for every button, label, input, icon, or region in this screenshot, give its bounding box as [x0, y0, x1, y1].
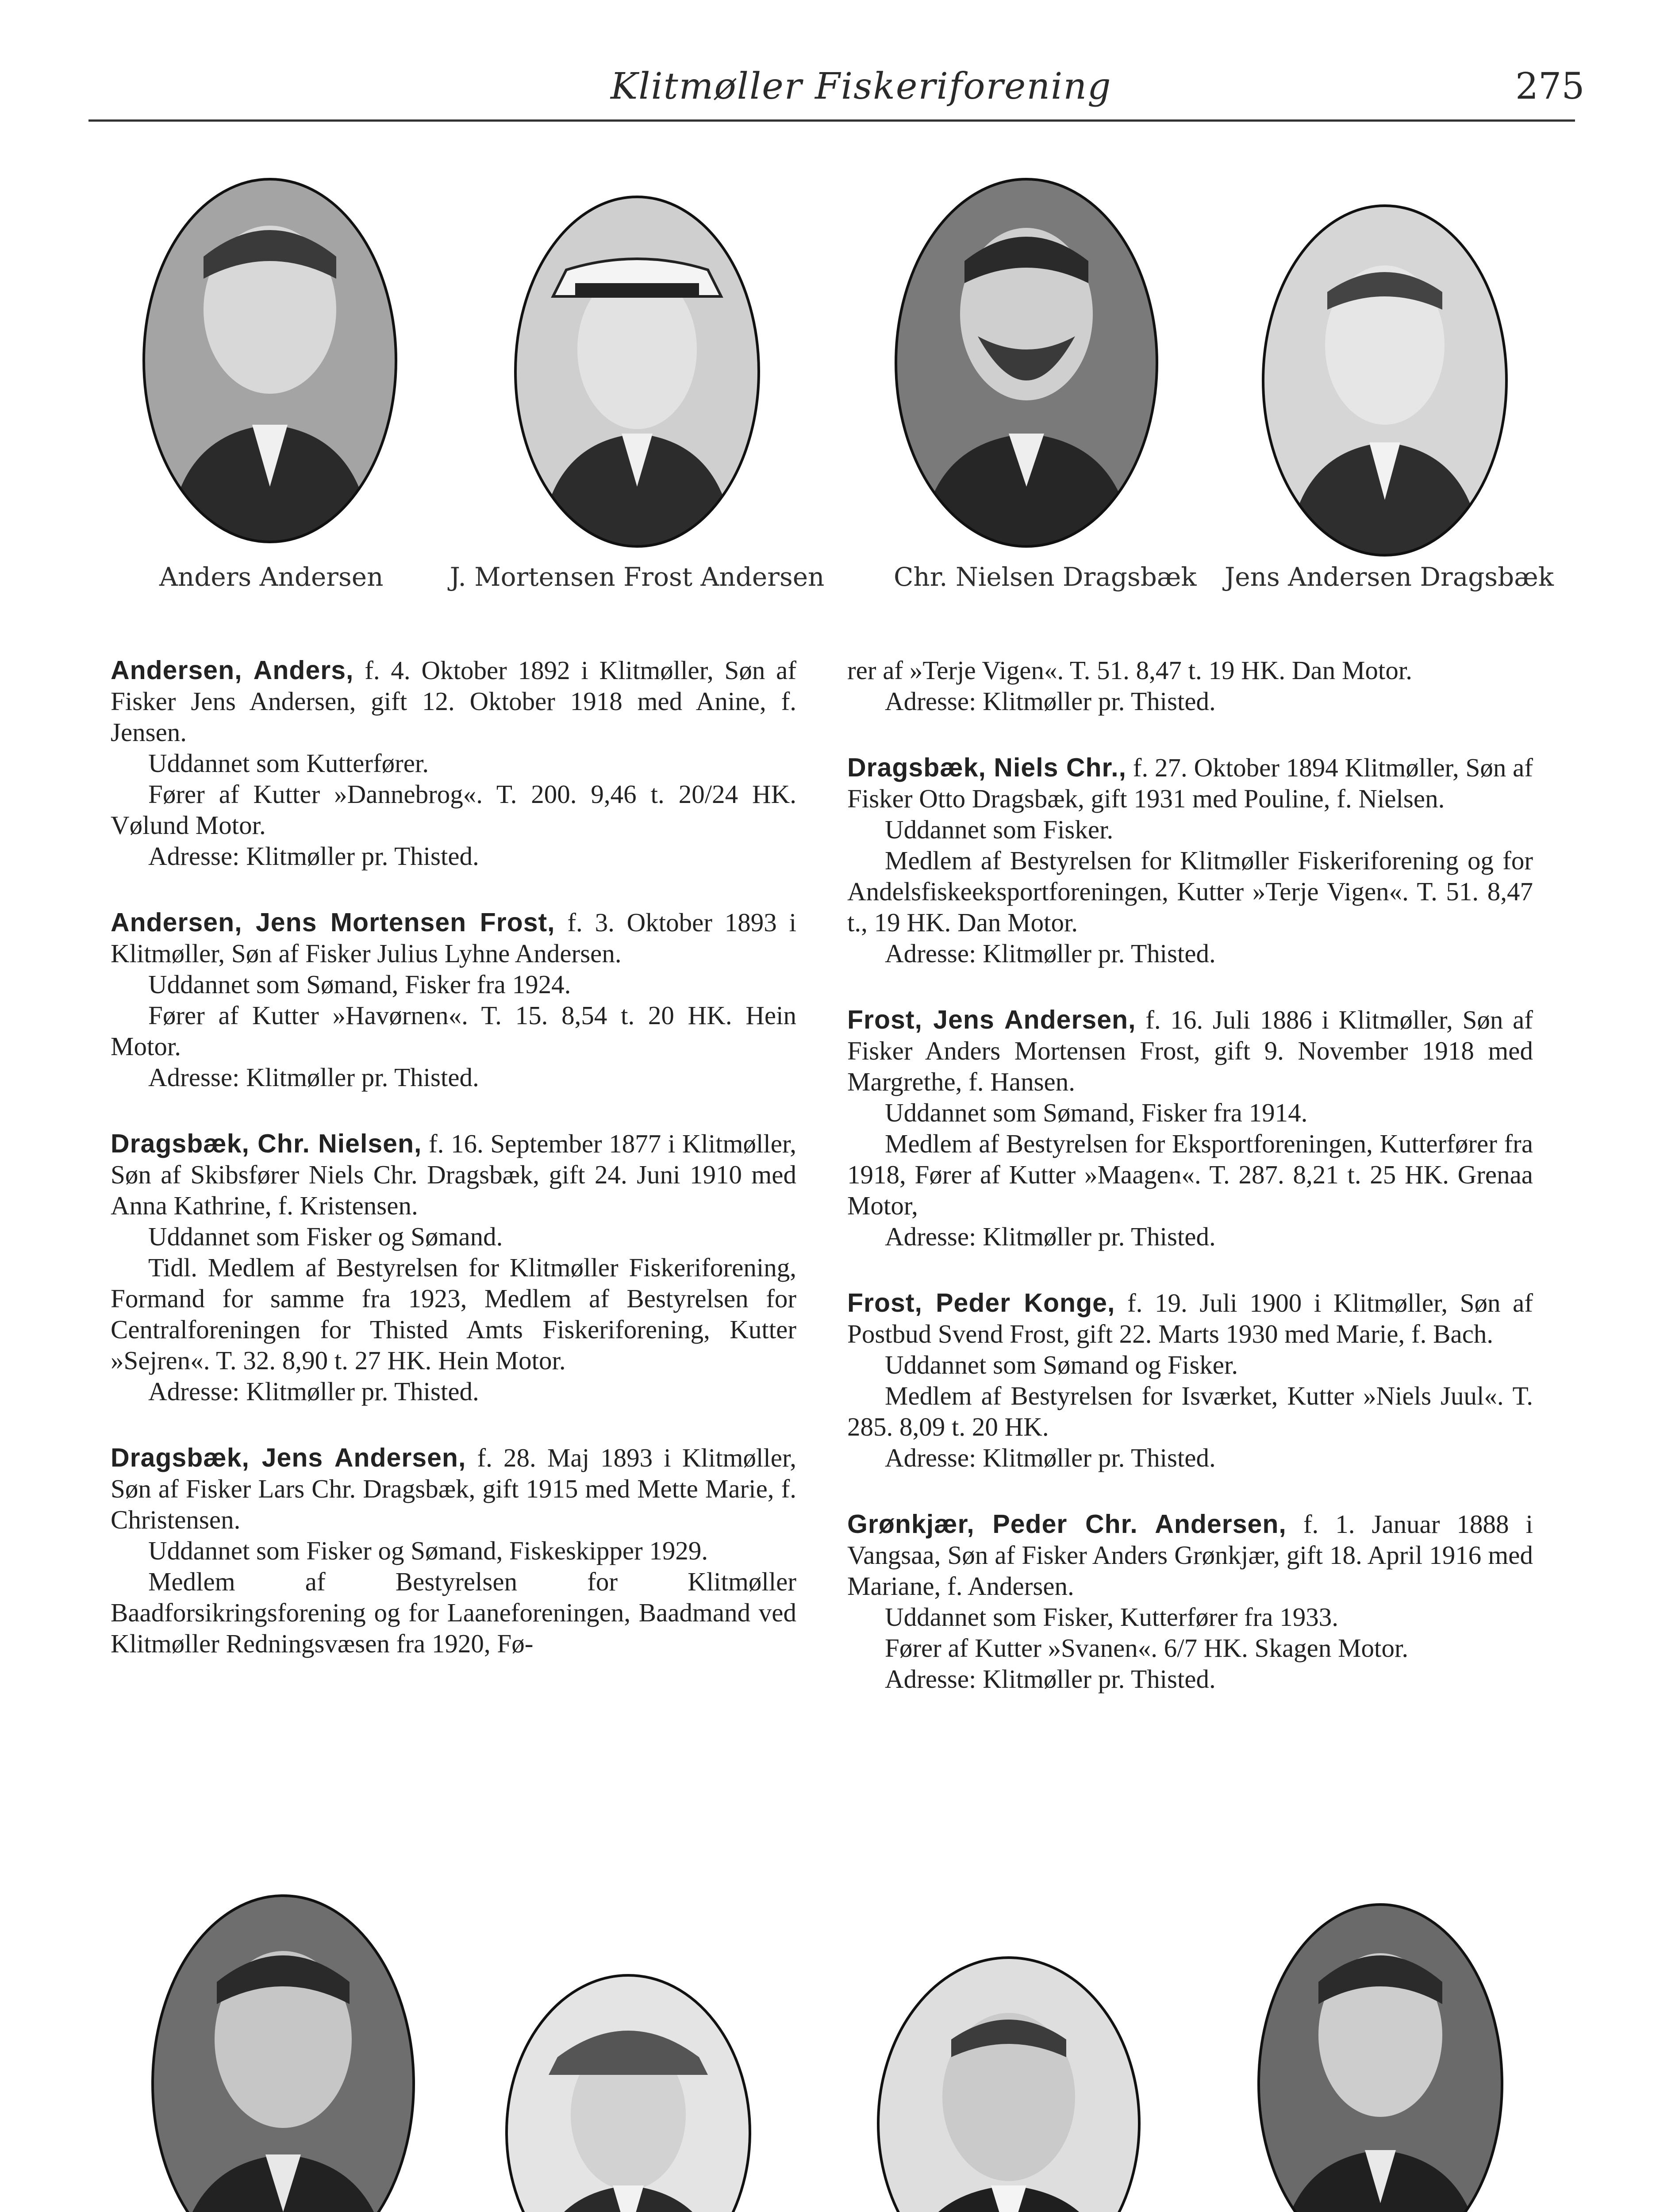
entry-line: Medlem af Bestyrelsen for Eksportforeningen, Kutterfører fra 1918, Fører af Kutter »Maagen«. T. 287. 8,21 t. 25 HK. Grenaa Motor,	[847, 1129, 1533, 1220]
biography-entry	[847, 1509, 1533, 1694]
biography-entry-continuation	[847, 655, 1533, 717]
entry-intro: f. 1. Januar 1888 i Vangsaa, Søn af Fisker Anders Grønkjær, gift 18. April 1916 med Mariane, f. Andersen.	[847, 1509, 1533, 1601]
entry-name: Dragsbæk, Niels Chr.,	[847, 753, 1126, 782]
entry-line: Uddannet som Fisker, Kutterfører fra 1933.	[885, 1602, 1338, 1632]
entry-address: Adresse: Klitmøller pr. Thisted.	[148, 841, 479, 871]
entry-address: Adresse: Klitmøller pr. Thisted.	[885, 1222, 1216, 1251]
entry-name: Dragsbæk, Chr. Nielsen,	[111, 1129, 422, 1158]
entry-line: Tidl. Medlem af Bestyrelsen for Klitmøller Fiskeriforening, Formand for samme fra 1923, Medlem af Bestyrelsen for Centralforeningen for Thisted Amts Fiskeriforening, Kutter »Sejren«. T. 32. 8,90 t. 27 HK. Hein Motor.	[111, 1253, 796, 1375]
entry-continuation: rer af »Terje Vigen«. T. 51. 8,47 t. 19 HK. Dan Motor.	[847, 656, 1412, 685]
entry-name: Frost, Jens Andersen,	[847, 1005, 1136, 1034]
portrait-photo-icon	[150, 1893, 416, 2212]
text-column-left	[111, 655, 796, 1694]
biography-entry	[111, 907, 796, 1093]
entry-line: Uddannet som Sømand, Fisker fra 1914.	[885, 1098, 1308, 1127]
entry-line: Uddannet som Fisker og Sømand.	[148, 1222, 503, 1251]
portrait-caption: Anders Andersen	[159, 562, 384, 592]
entry-intro: f. 16. September 1877 i Klitmøller, Søn af Skibsfører Niels Chr. Dragsbæk, gift 24. Juni 1910 med Anna Kathrine, f. Kristensen.	[111, 1129, 797, 1220]
entry-line: Medlem af Bestyrelsen for Klitmøller Fiskeriforening og for Andelsfiskeeksportforeningen, Kutter »Terje Vigen«. T. 51. 8,47 t., 19 HK. Dan Motor.	[847, 846, 1533, 937]
entry-line: Uddannet som Kutterfører.	[148, 749, 429, 778]
entry-name: Grønkjær, Peder Chr. Andersen,	[847, 1509, 1287, 1539]
entry-intro: f. 4. Oktober 1892 i Klitmøller, Søn af Fisker Jens Andersen, gift 12. Oktober 1918 med Anine, f. Jensen.	[111, 656, 796, 747]
entry-address: Adresse: Klitmøller pr. Thisted.	[885, 939, 1216, 968]
entry-line: Fører af Kutter »Havørnen«. T. 15. 8,54 t. 20 HK. Hein Motor.	[111, 1001, 796, 1061]
entry-line: Fører af Kutter »Dannebrog«. T. 200. 9,46 t. 20/24 HK. Vølund Motor.	[111, 780, 796, 840]
portrait-photo-icon	[1256, 1902, 1504, 2212]
entry-intro: f. 28. Maj 1893 i Klitmøller, Søn af Fisker Lars Chr. Dragsbæk, gift 1915 med Mette Marie, f. Christensen.	[111, 1443, 797, 1534]
biography-entry	[111, 655, 796, 872]
biography-entry	[111, 1128, 796, 1407]
biography-entry	[111, 1442, 796, 1659]
entry-line: Uddannet som Fisker.	[885, 815, 1114, 844]
portrait-caption: J. Mortensen Frost Andersen	[450, 562, 825, 592]
entry-line: Uddannet som Sømand og Fisker.	[885, 1350, 1238, 1379]
portrait-photo-icon	[894, 177, 1159, 549]
header-divider	[88, 119, 1575, 122]
biography-entry	[847, 1004, 1533, 1252]
entry-name: Andersen, Jens Mortensen Frost,	[111, 908, 555, 937]
entry-line: Fører af Kutter »Svanen«. 6/7 HK. Skagen Motor.	[885, 1633, 1409, 1663]
entry-address: Adresse: Klitmøller pr. Thisted.	[885, 1664, 1216, 1694]
biography-entry	[847, 1287, 1533, 1473]
entry-line: Uddannet som Sømand, Fisker fra 1924.	[148, 970, 571, 999]
entry-name: Dragsbæk, Jens Andersen,	[111, 1443, 466, 1472]
entry-intro: f. 19. Juli 1900 i Klitmøller, Søn af Postbud Svend Frost, gift 22. Marts 1930 med Marie, f. Bach.	[847, 1288, 1533, 1348]
entry-address: Adresse: Klitmøller pr. Thisted.	[885, 687, 1216, 716]
text-column-right	[847, 655, 1533, 1730]
portrait-photo-icon	[142, 177, 398, 544]
page-number: 275	[1515, 65, 1585, 108]
entry-intro: f. 27. Oktober 1894 Klitmøller, Søn af Fisker Otto Dragsbæk, gift 1931 med Pouline, f. Nielsen.	[847, 753, 1533, 813]
entry-line: Uddannet som Fisker og Sømand, Fiskeskipper 1929.	[148, 1536, 708, 1565]
entry-intro: f. 3. Oktober 1893 i Klitmøller, Søn af Fisker Julius Lyhne Andersen.	[111, 908, 796, 968]
portrait-caption: Jens Andersen Dragsbæk	[1225, 562, 1554, 592]
entry-intro: f. 16. Juli 1886 i Klitmøller, Søn af Fisker Anders Mortensen Frost, gift 9. November 1918 med Margrethe, f. Hansen.	[847, 1005, 1533, 1096]
portrait-photo-icon	[876, 1955, 1141, 2212]
portrait-caption: Chr. Nielsen Dragsbæk	[894, 562, 1197, 592]
entry-address: Adresse: Klitmøller pr. Thisted.	[148, 1377, 479, 1406]
entry-line: Medlem af Bestyrelsen for Isværket, Kutter »Niels Juul«. T. 285. 8,09 t. 20 HK.	[847, 1381, 1533, 1441]
portrait-photo-icon	[1261, 204, 1509, 557]
portrait-photo-icon	[504, 1973, 752, 2212]
portrait-photo-icon	[513, 195, 761, 549]
page-header-title: Klitmøller Fiskeriforening	[611, 65, 1112, 108]
entry-line: Medlem af Bestyrelsen for Klitmøller Baadforsikringsforening og for Laaneforeningen, Baadmand ved Klitmøller Redningsvæsen fra 1920, Fø-	[111, 1567, 796, 1658]
entry-address: Adresse: Klitmøller pr. Thisted.	[885, 1443, 1216, 1472]
entry-name: Andersen, Anders,	[111, 656, 354, 685]
biography-entry	[847, 752, 1533, 969]
entry-name: Frost, Peder Konge,	[847, 1288, 1115, 1317]
entry-address: Adresse: Klitmøller pr. Thisted.	[148, 1063, 479, 1092]
